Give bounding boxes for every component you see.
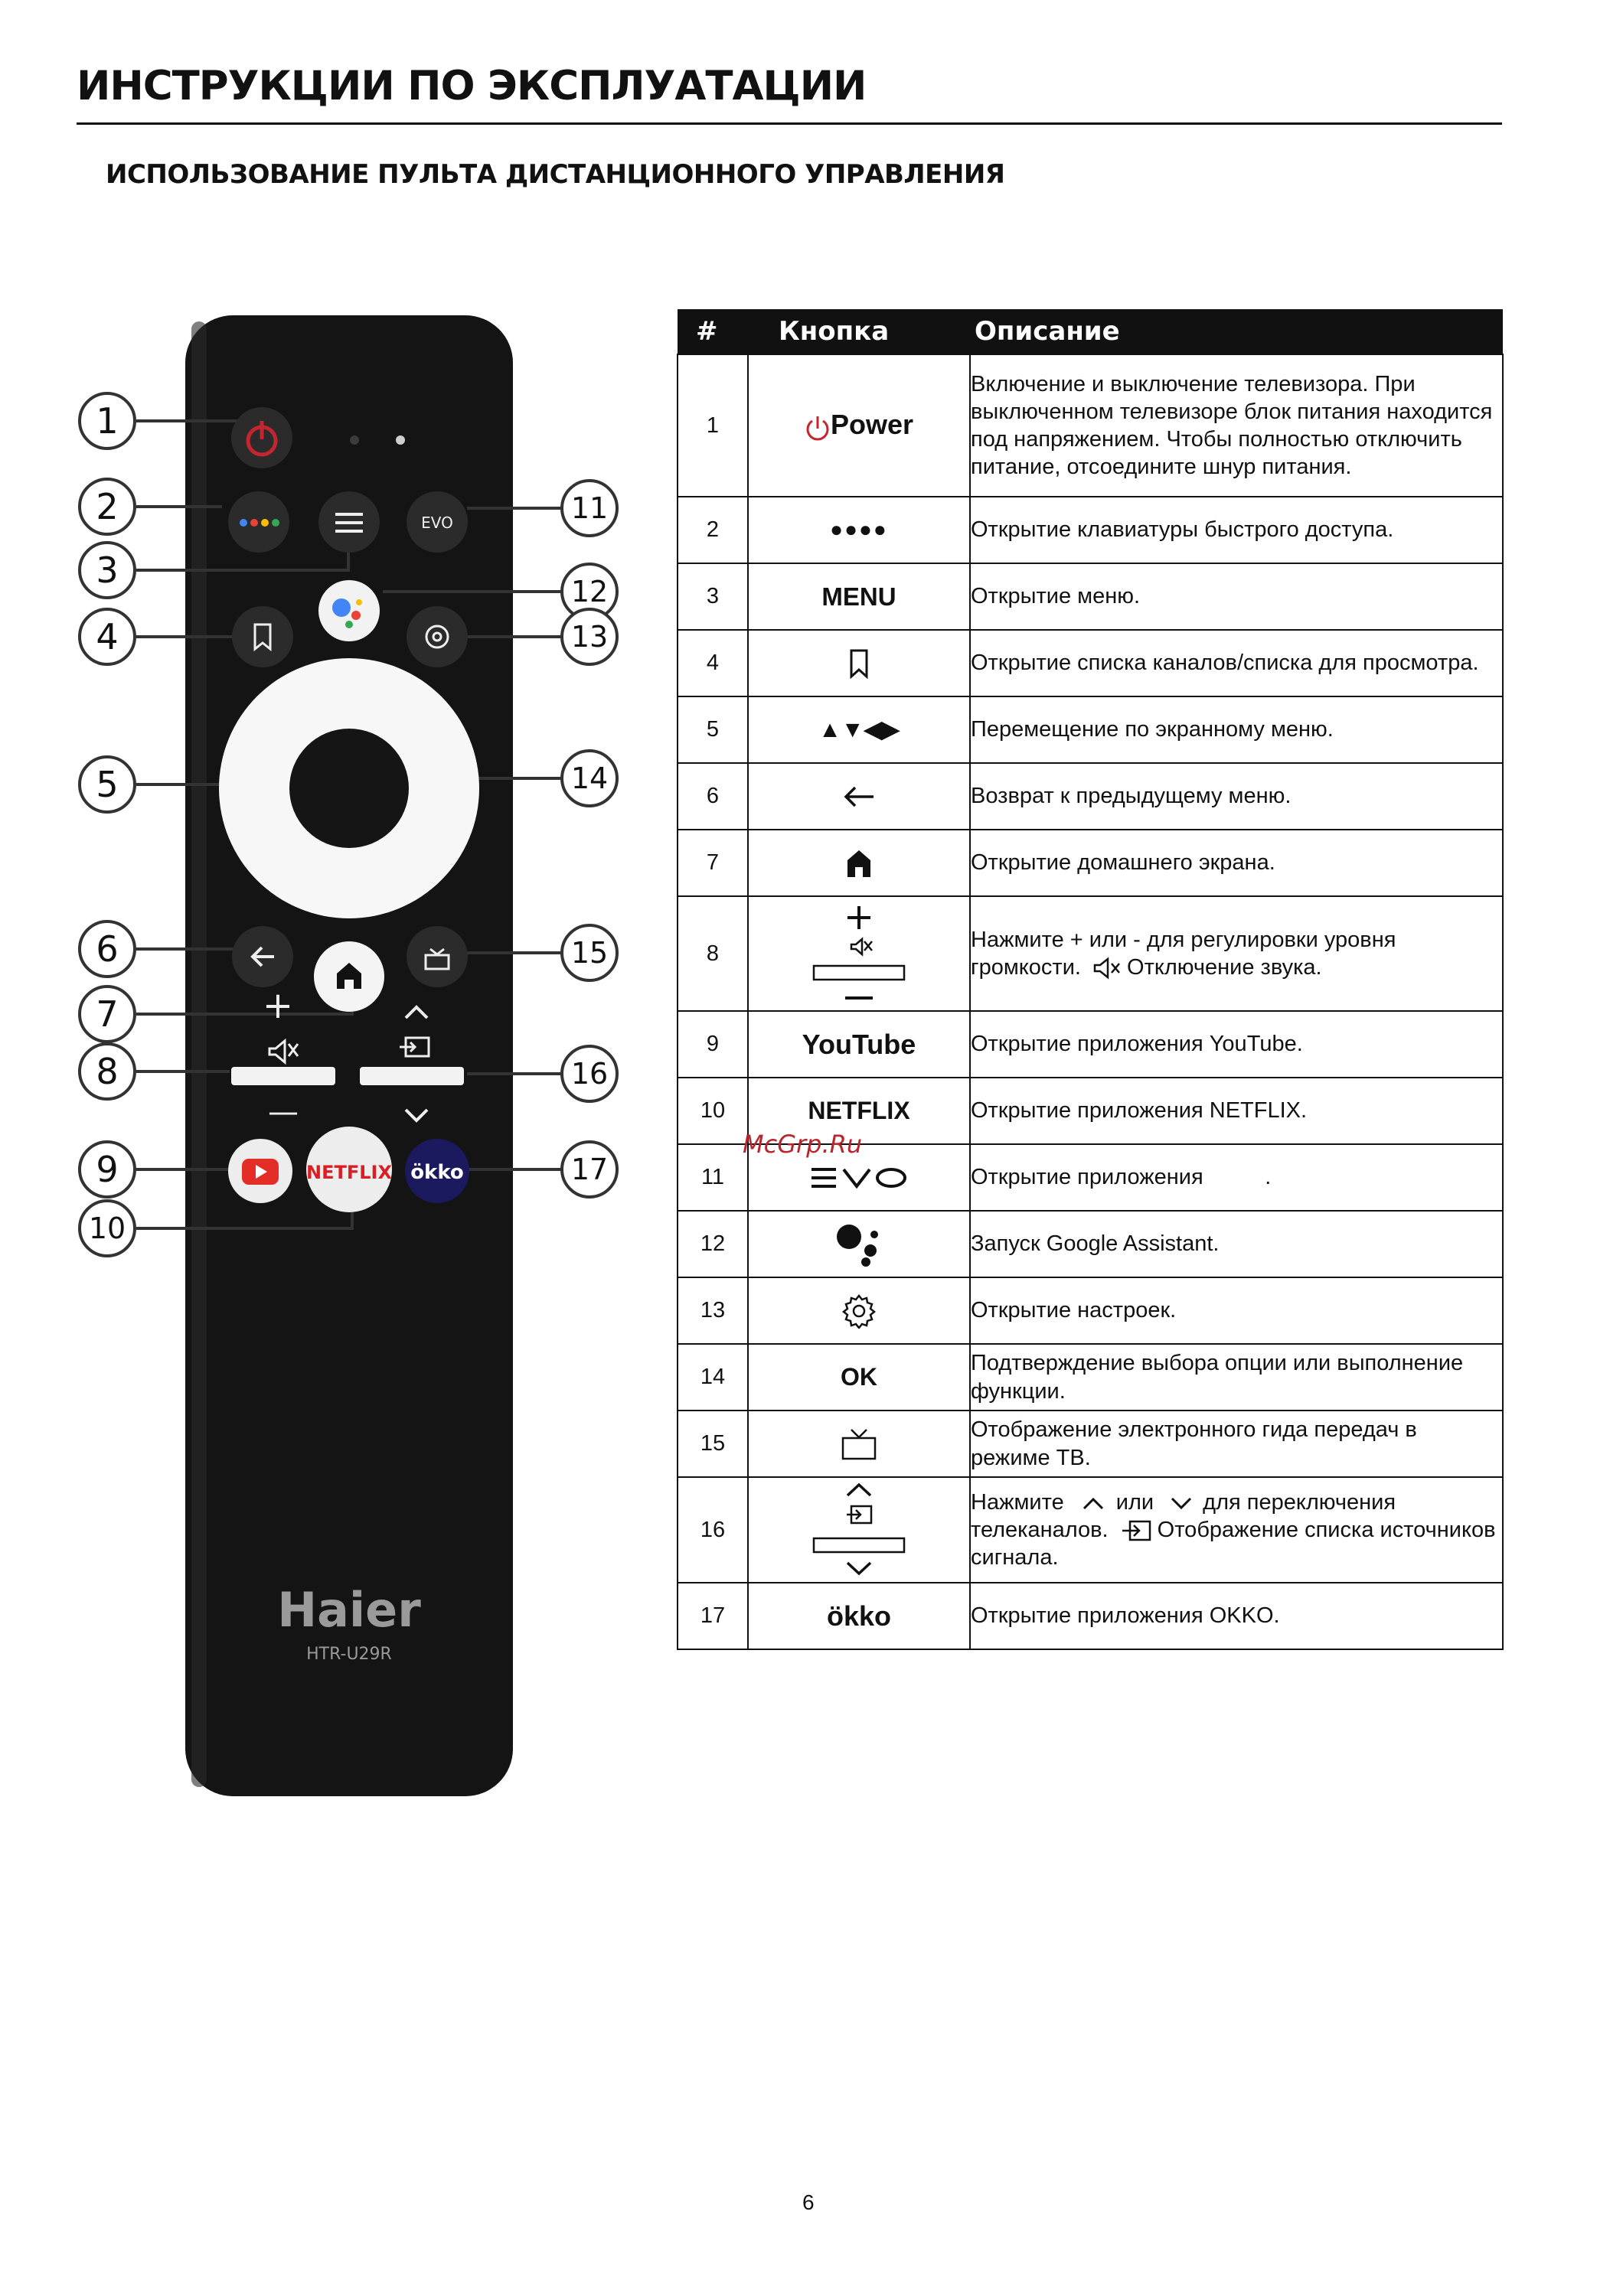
row-description: Открытие приложения YouTube.	[970, 1011, 1503, 1078]
row-button	[748, 563, 970, 630]
row-button	[748, 830, 970, 896]
watermark: McGrp.Ru	[743, 1130, 863, 1159]
row-description: Подтверждение выбора опции или выполнение функции.	[970, 1344, 1503, 1411]
tv-guide-icon	[841, 1427, 877, 1461]
table-header-row	[678, 309, 1503, 354]
table-row	[678, 497, 1503, 563]
title-divider	[77, 122, 1502, 125]
row-description: Открытие списка каналов/списка для просмотра.	[970, 630, 1503, 696]
callout-1: 1	[96, 400, 119, 442]
row-number: 3	[678, 563, 748, 630]
row-number: 7	[678, 830, 748, 896]
row-number: 11	[678, 1144, 748, 1211]
row-button	[748, 497, 970, 563]
page-number: 6	[802, 2190, 815, 2214]
row-button	[748, 354, 970, 497]
callout-10: 10	[88, 1212, 126, 1245]
remote-guide-button	[407, 926, 468, 987]
row-number: 10	[678, 1078, 748, 1144]
row-number: 13	[678, 1277, 748, 1344]
row-description: Открытие настроек.	[970, 1277, 1503, 1344]
header-button: Кнопка	[748, 309, 970, 354]
row-number: 9	[678, 1011, 748, 1078]
arrows-label: ▲▼◀▶	[818, 717, 900, 742]
remote-model: HTR-U29R	[306, 1645, 392, 1664]
table-row	[678, 563, 1503, 630]
table-row	[678, 1344, 1503, 1411]
callout-6: 6	[96, 928, 119, 970]
row-description: Открытие приложения OKKO.	[970, 1583, 1503, 1649]
svg-text:—: —	[268, 1094, 299, 1130]
remote-dots-button	[228, 491, 289, 553]
row-number: 2	[678, 497, 748, 563]
remote-home-button	[314, 941, 384, 1012]
row-description: Возврат к предыдущему меню.	[970, 763, 1503, 830]
row-number: 14	[678, 1344, 748, 1411]
row-button	[748, 1277, 970, 1344]
table-row	[678, 696, 1503, 763]
remote-okko-button	[405, 1139, 469, 1203]
power-icon	[805, 413, 831, 442]
remote-youtube-button	[228, 1139, 292, 1203]
table-row	[678, 1011, 1503, 1078]
okko-label: ökko	[826, 1600, 892, 1632]
header-num: #	[678, 309, 748, 354]
row-number: 15	[678, 1411, 748, 1477]
row-button	[748, 1344, 970, 1411]
button-table	[677, 309, 1504, 1650]
youtube-label: YouTube	[802, 1028, 916, 1060]
mute-icon	[1092, 957, 1122, 980]
row-description: Перемещение по экранному меню.	[970, 696, 1503, 763]
svg-text:NETFLIX: NETFLIX	[306, 1162, 392, 1183]
remote-volume-rocker	[231, 1067, 335, 1085]
ok-label: OK	[841, 1363, 877, 1391]
power-label: Power	[830, 408, 914, 440]
callout-3: 3	[96, 550, 119, 591]
remote-menu-button	[318, 491, 380, 553]
callout-4: 4	[96, 616, 119, 657]
callout-16: 16	[570, 1057, 609, 1091]
remote-brand: Haier	[277, 1582, 421, 1638]
callout-8: 8	[96, 1051, 119, 1092]
table-row	[678, 1583, 1503, 1649]
row-description: Открытие клавиатуры быстрого доступа.	[970, 497, 1503, 563]
remote-bookmark-button	[232, 606, 293, 667]
remote-power-button	[231, 407, 292, 468]
callout-17: 17	[570, 1153, 609, 1186]
table-row	[678, 1477, 1503, 1583]
row-description: Запуск Google Assistant.	[970, 1211, 1503, 1277]
home-icon	[845, 848, 873, 879]
callout-15: 15	[570, 936, 609, 970]
row-description: Открытие меню.	[970, 563, 1503, 630]
gear-icon	[841, 1293, 877, 1329]
dots-label: ●●●●	[830, 517, 888, 541]
volume-rocker-icon	[809, 900, 909, 1007]
callout-14: 14	[570, 762, 609, 795]
table-row	[678, 630, 1503, 696]
table-row	[678, 1277, 1503, 1344]
bookmark-icon	[847, 648, 870, 679]
callout-12: 12	[570, 575, 609, 608]
row-number: 5	[678, 696, 748, 763]
remote-settings-button	[407, 606, 468, 667]
table-row	[678, 830, 1503, 896]
row-button	[748, 763, 970, 830]
row-button	[748, 630, 970, 696]
svg-text:ökko: ökko	[410, 1161, 464, 1184]
row-description: Открытие приложения NETFLIX.	[970, 1078, 1503, 1144]
remote-assistant-button	[318, 580, 380, 641]
remote-evo-button	[407, 491, 468, 553]
row-button	[748, 896, 970, 1011]
row-number: 17	[678, 1583, 748, 1649]
row-number: 16	[678, 1477, 748, 1583]
svg-text:EVO: EVO	[421, 514, 453, 532]
callout-2: 2	[96, 486, 119, 527]
table-row	[678, 354, 1503, 497]
row-description: Включение и выключение телевизора. При выключенном телевизоре блок питания находится под напряжением. Чтобы полностью отключить питание, отсоедините шнур питания.	[970, 354, 1503, 497]
page-title: ИНСТРУКЦИИ ПО ЭКСПЛУАТАЦИИ	[77, 63, 867, 109]
row-description	[970, 896, 1503, 1011]
callout-5: 5	[96, 764, 119, 805]
callout-11: 11	[570, 491, 609, 525]
row-button	[748, 1411, 970, 1477]
callout-7: 7	[96, 993, 119, 1035]
remote-netflix-button	[306, 1127, 392, 1212]
row-number: 1	[678, 354, 748, 497]
row-button	[748, 696, 970, 763]
row-description: Нажмите или для переключения телеканалов. Отображение списка источников сигнала.	[970, 1477, 1503, 1583]
chevron-down-icon	[1167, 1495, 1195, 1512]
row-number: 4	[678, 630, 748, 696]
row-description: Открытие приложения .	[970, 1144, 1503, 1211]
table-row	[678, 896, 1503, 1011]
row-number: 12	[678, 1211, 748, 1277]
channel-rocker-icon	[809, 1480, 909, 1580]
menu-label: MENU	[821, 582, 896, 611]
svg-text:+: +	[262, 984, 294, 1027]
google-assistant-icon	[832, 1221, 886, 1267]
remote-illustration	[69, 306, 635, 1814]
row-number: 6	[678, 763, 748, 830]
table-row	[678, 1411, 1503, 1477]
row-button	[748, 1477, 970, 1583]
row-button	[748, 1011, 970, 1078]
remote-back-button	[232, 926, 293, 987]
row-button	[748, 1211, 970, 1277]
evo-logo-icon	[808, 1166, 909, 1190]
input-source-icon	[1119, 1518, 1153, 1543]
remote-ok-button	[289, 729, 409, 848]
table-row	[678, 763, 1503, 830]
row-description: Отображение электронного гида передач в режиме ТВ.	[970, 1411, 1503, 1477]
chevron-up-icon	[1079, 1495, 1107, 1512]
row-description: Открытие домашнего экрана.	[970, 830, 1503, 896]
header-description: Описание	[970, 309, 1503, 354]
mute-desc: Отключение звука.	[1127, 955, 1322, 980]
netflix-label: NETFLIX	[808, 1097, 910, 1124]
remote-channel-rocker	[360, 1067, 464, 1085]
row-button	[748, 1583, 970, 1649]
back-arrow-icon	[841, 784, 877, 810]
section-title: ИСПОЛЬЗОВАНИЕ ПУЛЬТА ДИСТАНЦИОННОГО УПРАВЛЕНИЯ	[106, 159, 1005, 190]
row-number: 8	[678, 896, 748, 1011]
callout-9: 9	[96, 1149, 119, 1190]
table-row	[678, 1211, 1503, 1277]
volume-desc: Нажмите + или - для регулировки уровня громкости.	[971, 927, 1396, 980]
callout-13: 13	[570, 620, 609, 654]
